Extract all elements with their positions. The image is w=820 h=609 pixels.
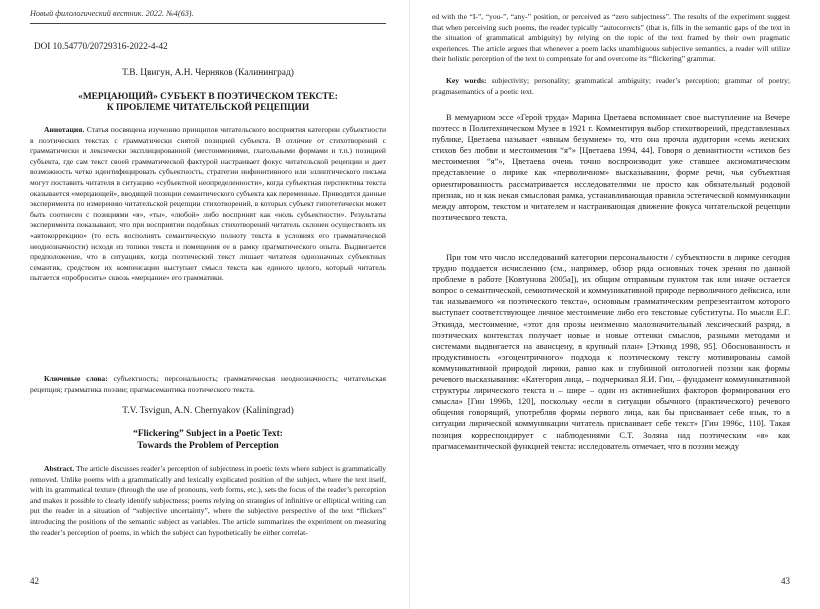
abstract-label: Abstract. [44, 464, 75, 473]
keywords-ru [30, 374, 386, 395]
right-page [410, 0, 820, 609]
keywords-label-ru: Ключевые слова: [44, 374, 108, 383]
authors-ru: Т.В. Цвигун, А.Н. Черняков (Калининград) [122, 68, 294, 78]
abstract-en [30, 464, 386, 538]
title-en [30, 428, 386, 452]
page-number-right: 43 [781, 576, 790, 586]
keywords-text-ru: субъектность; персональность; грамматическая неоднозначность; читательская рецепция; грамматика поэзии; прагмасемантика поэтического текста. [30, 374, 386, 394]
keywords-text-en: subjectivity; personality; grammatical ambiguity; reader’s perception; grammar of poetry; pragmasemantics of a poetic text. [432, 76, 790, 96]
annotation-text: Статья посвящена изучению принципов читательского восприятия категории субъектности в поэтических текстах с грамматически снятой позицией субъекта. В отличие от стихотворений с грамматически и лексически эксплицированной (местоимениями, глагольными формами и т.п.) позицией субъекта, где сам текст своей грамматической фактурой настраивает фокус читательской рецепции и дает возможность четко идентифицировать субъектность, стратегии инфинитивного или эллиптического письма могут поставить читателя в ситуацию «субъектной неопределенности», когда субъектная перспектива текста оказывается «мерцающей», вводящей позиции семантического субъекта как переменные. Приводятся данные эксперимента по измерению читательской рецепции стихотворений, в которых субъект гипотетически может быть соотнесен с позициями «я», «ты», «любой» либо воспринят как «ноль субъектности». Результаты эксперимента показывают, что при восприятии подобных стихотворений читатель склонен осуществлять их «автокоррекцию» (то есть восполнять семантическую полноту текста в условиях его грамматической неоднозначности) исходя из топики текста и помещения ее в рамку прагматического опыта. Выдвигается предположение, что в ситуациях, когда поэтический текст лишает читателя однозначных субъектных семантик, средством их компенсации выступает смысл текста как единого целого, который читатель пытается «пробросить» сквозь «мерцание» его грамматики. [30, 125, 387, 283]
annotation-label: Аннотация. [44, 125, 85, 134]
abstract-text: The article discusses reader’s perception of subjectness in poetic texts where subject is grammatically removed. Unlike poems with a grammatically and lexically explicated position of the subject, where the text itself, with its grammatical texture (through the use of pronouns, verb forms, etc.), sets the focus of the reader’s perception and makes it possible to clearly identify subjectness; poems relying on strategies of infinitive or elliptical writing can put the reader in a situation of “subjective uncertainty”, where the subjective perspective of the text “flickers” introducing the positions of the semantic subject as variables. The article summarizes the experiment on measuring the reader’s perception of poems, in which the subject can hypothetically be either correlat- [30, 464, 386, 537]
keywords-label-en: Key words: [446, 76, 487, 85]
page-number-left: 42 [30, 576, 39, 586]
running-head: Новый филологический вестник. 2022. №4(63). [30, 9, 194, 18]
keywords-en [432, 76, 790, 97]
authors-en: T.V. Tsvigun, A.N. Chernyakov (Kaliningrad) [122, 406, 294, 416]
title-ru-line-2: К ПРОБЛЕМЕ ЧИТАТЕЛЬСКОЙ РЕЦЕПЦИИ [106, 103, 310, 113]
annotation-ru [30, 125, 386, 284]
doi-line: DOI 10.54770/20729316-2022-4-42 [34, 41, 168, 51]
title-ru [30, 92, 386, 114]
title-ru-line-1: «МЕРЦАЮЩИЙ» СУБЪЕКТ В ПОЭТИЧЕСКОМ ТЕКСТЕ: [78, 92, 338, 102]
title-en-line-2: Towards the Problem of Perception [137, 441, 279, 451]
body-paragraph-2: При том что число исследований категории персональности / субъектности в лирике сегодня трудно поддается исчислению (см., например, обзор ряда основных точек зрения по данной проблеме в работе [Ковтунова 2005а]), их общим отправным пунктом так или иначе остается вопрос о семантической, семиотической и коммуникативной природе перволичного дейксиса, или так называемого «я поэтического текста», основным грамматическим репрезентантом которого выступает соответствующее личное местоимение либо его текстовые субституты. По мысли Е.Г. Эткинда, местоимение, «этот для прозы неизменно малозначительный лексический разряд, в поэтических контекстах получает новые и новые оттенки смыслов, разными методами и системами выдвигается на авансцену, в крупный план» [Эткинд 1998, 95]. Обоснованность и продуктивность «эгоцентричного» подхода к поэтическому тексту мотивированы самой коммуникативной природой лирики, равно как и глубинной онтологией поэзии как формы речевого высказывания: «Категория лица, – подчеркивал Я.И. Гин, – фундамент коммуникативной структуры лирического текста и – шире – один из активнейших факторов формирования его смысла» [Гин 1996b, 120], поскольку «если в ситуации обычного (практического) речевого общения говорящий, употребляя формы первого лица, как бы присваивает себе язык, то в ситуации лирической коммуникации читатель присваивает себе текст» [Гин 1996с, 110]. Такая позиция корреспондирует с наблюдениями С.Т. Золяна над поэтическим «я» как прагмасемантической функцией текста: исследователь отмечает, что в поэзии между [432, 252, 790, 451]
header-rule [30, 23, 386, 24]
title-en-line-1: “Flickering” Subject in a Poetic Text: [133, 429, 283, 439]
abstract-en-continued: ed with the “I-”, “you-”, “any-” position, or perceived as “zero subjectness”. The results of the experiment suggest that when perceiving such poems, the reader typically “autocorrects” (that is, fills in the semantic gaps of the text in the situation of grammatical ambiguity) by relying on the topic of the text framed by their own pragmatic experiences. The article argues that whenever a poem lacks unambiguous subjective semantics, a reader will utilize their holistic perception of the text to compensate for and overcome its “flickering” grammar. [432, 12, 790, 64]
body-paragraph-1: В мемуарном эссе «Герой труда» Марина Цветаева вспоминает свое выступление на Вечере поэтесс в Политехническом Музее в 1921 г. Комментируя выбор стихотворений, представленных публике, Цветаева называет «явным безумием» то, что она прочла аудитории «семь женских стихов без любви и местоимения “я”» [Цветаева 1994, 44]. Говоря о девиантности «стихов без местоимения “я”», Цветаева очень точно воспроизводит уже ставшее аксиоматическим представление о лирике как «перволичном» высказывании, форме речи, чья субъектная ориентированность рассматривается исследователями не просто как обязательный родовой признак, но и как некая смысловая рамка, устанавливающая правила эстетической коммуникации между автором, текстом и читателем и настраивающая движение фокуса читательской рецепции поэтического текста. [432, 112, 790, 222]
